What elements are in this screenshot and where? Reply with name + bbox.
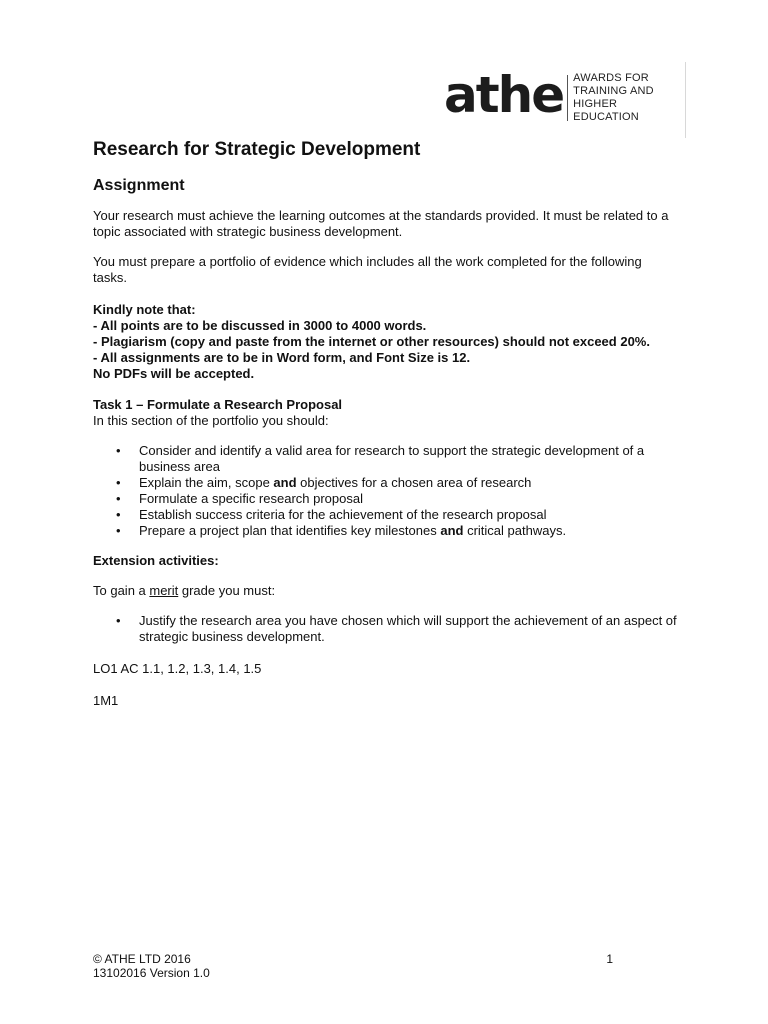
note-line: - Plagiarism (copy and paste from the internet or other resources) should not exceed 20%. xyxy=(93,334,650,349)
note-line: - All points are to be discussed in 3000 to 4000 words. xyxy=(93,318,427,333)
task1-heading: Task 1 – Formulate a Research Proposal xyxy=(93,397,343,412)
requirements-note xyxy=(93,302,678,382)
list-item-emphasis: and xyxy=(273,475,297,490)
assignment-heading: Assignment xyxy=(93,177,185,194)
document-title: Research for Strategic Development xyxy=(93,139,421,160)
list-item-text: critical pathways. xyxy=(463,523,567,538)
merit-suffix: grade you must: xyxy=(178,583,276,598)
list-item xyxy=(139,491,678,507)
note-heading: Kindly note that: xyxy=(93,302,196,317)
extension-list xyxy=(93,613,678,645)
list-item xyxy=(139,507,678,523)
list-item xyxy=(139,523,678,539)
list-item-emphasis: and xyxy=(440,523,464,538)
learning-outcomes: LO1 AC 1.1, 1.2, 1.3, 1.4, 1.5 xyxy=(93,661,262,676)
logo-tagline xyxy=(573,72,686,124)
page-footer xyxy=(93,952,613,980)
extension-heading: Extension activities: xyxy=(93,553,219,568)
task1-intro: In this section of the portfolio you should: xyxy=(93,413,329,428)
list-item xyxy=(139,475,678,491)
document-body xyxy=(93,138,678,709)
merit-word: merit xyxy=(149,583,179,598)
list-item-text: Formulate a specific research proposal xyxy=(139,491,363,506)
list-item-text: Explain the aim, scope xyxy=(139,475,274,490)
merit-instruction xyxy=(93,583,678,599)
logo-divider xyxy=(567,75,568,121)
task1-list xyxy=(93,443,678,539)
list-item-text: Establish success criteria for the achievement of the research proposal xyxy=(139,507,547,522)
page-number: 1 xyxy=(606,952,613,966)
list-item-text: Prepare a project plan that identifies key milestones xyxy=(139,523,441,538)
intro-paragraph: You must prepare a portfolio of evidence which includes all the work completed for the following tasks. xyxy=(93,254,642,285)
note-line: No PDFs will be accepted. xyxy=(93,366,255,381)
list-item-text: objectives for a chosen area of research xyxy=(296,475,532,490)
list-item-text: Consider and identify a valid area for research to support the strategic development of a business area xyxy=(139,443,645,474)
intro-paragraph: Your research must achieve the learning outcomes at the standards provided. It must be related to a topic associated with strategic business development. xyxy=(93,208,669,239)
note-line: - All assignments are to be in Word form, and Font Size is 12. xyxy=(93,350,471,365)
list-item xyxy=(139,443,678,475)
athe-logo xyxy=(444,62,686,134)
list-item: • Justify the research area you have chosen which will support the achievement of an aspect of strategic business development. xyxy=(139,613,678,645)
logo-tagline-line: HIGHER EDUCATION xyxy=(573,98,639,123)
footer-copyright: © ATHE LTD 2016 xyxy=(93,952,191,966)
merit-prefix: To gain a xyxy=(93,583,150,598)
merit-code: 1M1 xyxy=(93,693,119,708)
logo-edge-line xyxy=(685,62,686,138)
logo-tagline-line: AWARDS FOR xyxy=(573,72,649,84)
logo-wordmark: athe xyxy=(444,66,564,124)
footer-version: 13102016 Version 1.0 xyxy=(93,966,210,980)
logo-tagline-line: TRAINING AND xyxy=(573,85,654,97)
